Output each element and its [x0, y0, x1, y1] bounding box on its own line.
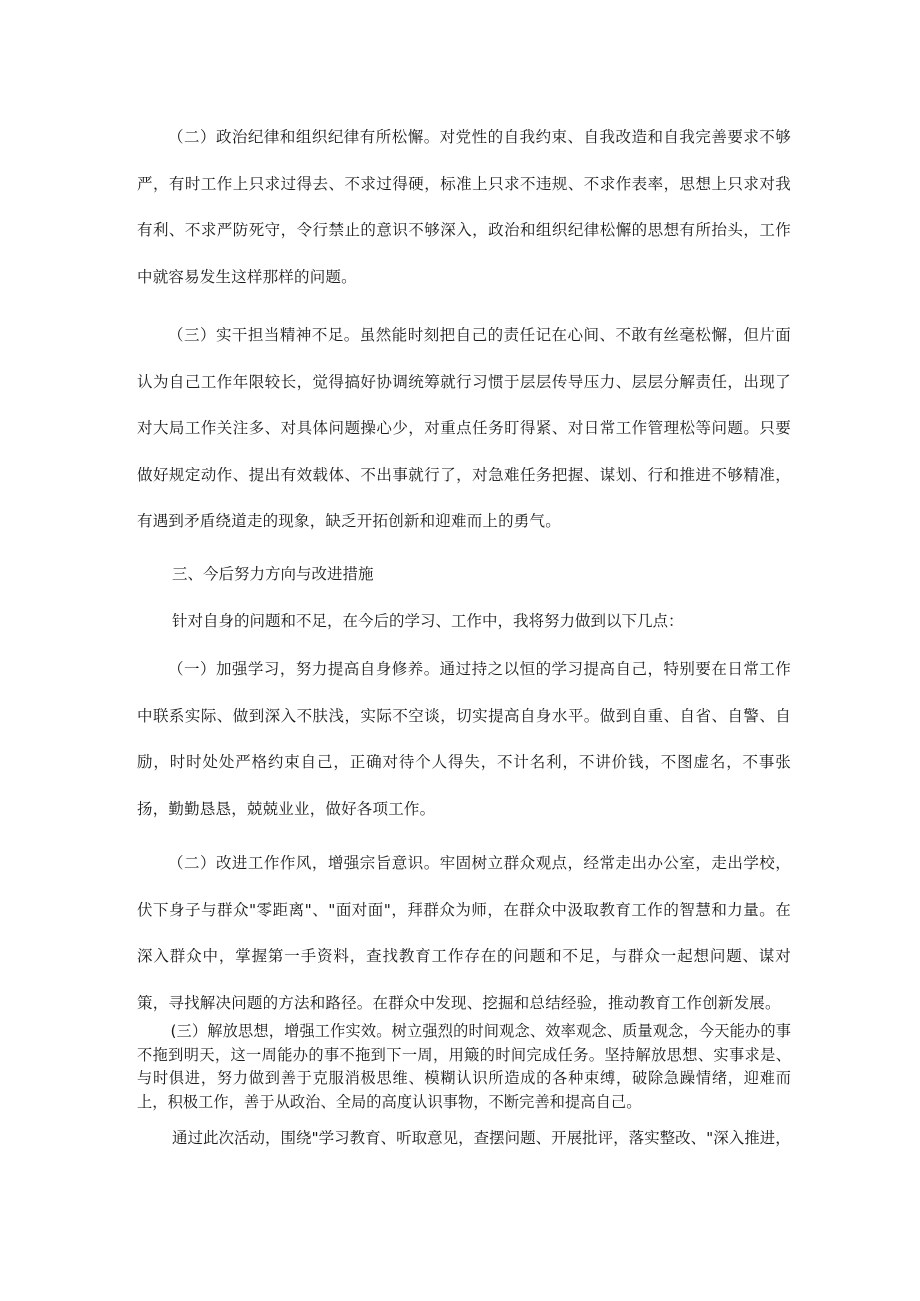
- paragraph-measure-study: （一）加强学习，努力提高自身修养。通过持之以恒的学习提高自己，特别要在日常工作中联系实际、做到深入不肤浅，实际不空谈，切实提高自身水平。做到自重、自省、自警、自励，时时处处严格约束自己，正确对待个人得失，不计名利，不讲价钱，不图虚名，不事张扬，勤勤恳恳，兢兢业业，做好各项工作。: [137, 660, 791, 818]
- paragraph-measure-thought: (三）解放思想，增强工作实效。树立强烈的时间观念、效率观念、质量观念，今天能办的事不拖到明天，这一周能办的事不拖到下一周，用簸的时间完成任务。坚持解放思想、实事求是、与时俱进，努力做到善于克服消极思维、模糊认识所造成的各种束缚，破除急躁情绪，迎难而上，积极工作，善于从政治、全局的高度认识事物，不断完善和提高自己。: [137, 1022, 791, 1111]
- paragraph-closing: 通过此次活动，围绕"学习教育、听取意见，查摆问题、开展批评，落实整改、"深入推进，: [172, 1129, 791, 1147]
- paragraph-intro: 针对自身的问题和不足，在今后的学习、工作中，我将努力做到以下几点：: [172, 612, 684, 630]
- paragraph-discipline: （二）政治纪律和组织纪律有所松懈。对党性的自我约束、自我改造和自我完善要求不够严，有时工作上只求过得去、不求过得硬，标准上只求不违规、不求作表率，思想上只求对我有利、不求严防死守，令行禁止的意识不够深入，政治和组织纪律松懈的思想有所抬头，工作中就容易发生这样那样的问题。: [137, 128, 791, 286]
- section-heading-improvement: 三、今后努力方向与改进措施: [172, 565, 374, 583]
- paragraph-measure-style: （二）改进工作作风，增强宗旨意识。牢固树立群众观点，经常走出办公室，走出学校，伏下身子与群众"零距离"、"面对面"，拜群众为师，在群众中汲取教育工作的智慧和力量。在深入群众中，掌握第一手资料，查找教育工作存在的问题和不足，与群众一起想问题、谋对策，寻找解决问题的方法和路径。在群众中发现、挖掘和总结经验，推动教育工作创新发展。: [137, 854, 791, 1012]
- paragraph-responsibility: （三）实干担当精神不足。虽然能时刻把自己的责任记在心间、不敢有丝毫松懈，但片面认为自己工作年限较长，觉得搞好协调统筹就行习惯于层层传导压力、层层分解责任，出现了对大局工作关注多、对具体问题操心少，对重点任务盯得紧、对日常工作管理松等问题。只要做好规定动作、提出有效载体、不出事就行了，对急难任务把握、谋划、行和推进不够精准，有遇到矛盾绕道走的现象，缺乏开拓创新和迎难而上的勇气。: [137, 326, 791, 530]
